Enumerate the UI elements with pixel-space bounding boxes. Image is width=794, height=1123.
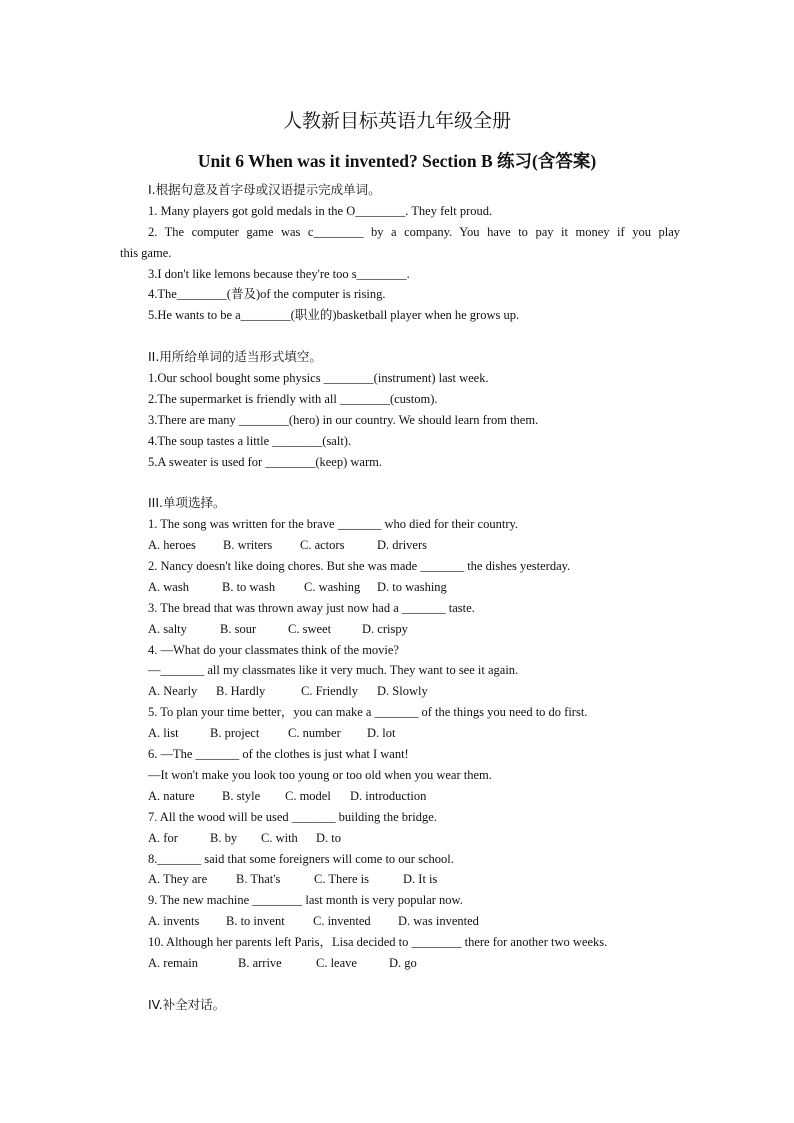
option-a: A. Nearly [148, 684, 198, 699]
document-subtitle: Unit 6 When was it invented? Section B 练习(含答案) [197, 151, 597, 171]
s3-options-5 [120, 723, 680, 744]
option-a: A. list [148, 726, 179, 741]
option-a: A. They are [148, 872, 208, 887]
option-a: A. for [148, 830, 178, 845]
option-a: A. nature [148, 788, 195, 803]
option-d: D. to [316, 830, 341, 845]
s3-question-4-reply: —_______ all my classmates like it very much. They want to see it again. [148, 663, 519, 678]
s3-question-6-reply: —It won't make you look too young or too old when you wear them. [148, 767, 492, 782]
section-2-heading: II.用所给单词的适当形式填空。 [148, 349, 322, 365]
s3-options-1 [120, 535, 680, 556]
option-c: C. invented [313, 914, 371, 929]
option-a: A. wash [148, 579, 189, 594]
s3-question-8: 8._______ said that some foreigners will come to our school. [148, 851, 454, 866]
option-d: D. It is [403, 872, 438, 887]
option-b: B. writers [223, 538, 273, 553]
s3-options-3 [120, 619, 680, 640]
option-d: D. to washing [377, 579, 447, 594]
option-c: C. There is [314, 872, 369, 887]
spacer [120, 326, 680, 347]
section-1-heading: I.根据句意及首字母或汉语提示完成单词。 [148, 182, 381, 197]
s2-question-2: 2.The supermarket is friendly with all ________(custom). [148, 391, 438, 406]
s3-question-7: 7. All the wood will be used _______ building the bridge. [148, 809, 437, 824]
option-b: B. by [210, 830, 238, 845]
option-d: D. lot [367, 726, 396, 741]
document-title: 人教新目标英语九年级全册 [282, 110, 511, 132]
spacer [120, 974, 680, 995]
option-b: B. style [222, 788, 261, 803]
s2-question-3: 3.There are many ________(hero) in our country. We should learn from them. [148, 412, 539, 427]
option-d: D. was invented [398, 914, 479, 929]
s3-options-10 [120, 953, 680, 974]
s1-question-3: 3.I don't like lemons because they're too s________. [148, 266, 410, 281]
s1-question-1: 1. Many players got gold medals in the O________. They felt proud. [148, 203, 493, 218]
s3-question-1: 1. The song was written for the brave _______ who died for their country. [148, 517, 519, 532]
s3-question-2: 2. Nancy doesn't like doing chores. But she was made _______ the dishes yesterday. [148, 559, 571, 574]
s3-question-4: 4. —What do your classmates think of the movie? [148, 642, 399, 657]
s1-question-4: 4.The________(普及)of the computer is rising. [148, 287, 386, 302]
option-a: A. heroes [148, 538, 196, 553]
s3-options-2 [120, 577, 680, 598]
spacer [120, 472, 680, 493]
option-d: D. go [389, 955, 417, 970]
option-c: C. sweet [288, 621, 332, 636]
option-a: A. invents [148, 914, 200, 929]
option-b: B. project [210, 726, 260, 741]
option-d: D. crispy [362, 621, 408, 636]
option-b: B. arrive [238, 955, 282, 970]
option-d: D. introduction [350, 788, 427, 803]
s3-options-7 [120, 828, 680, 849]
s3-options-6 [120, 786, 680, 807]
option-d: D. Slowly [377, 684, 428, 699]
s2-question-1: 1.Our school bought some physics ________(instrument) last week. [148, 371, 489, 386]
s3-question-10: 10. Although her parents left Paris，Lisa decided to ________ there for another two weeks. [148, 935, 608, 950]
option-b: B. Hardly [216, 684, 266, 699]
option-b: B. That's [236, 872, 281, 887]
s3-question-5: 5. To plan your time better，you can make a _______ of the things you need to do first. [148, 705, 588, 720]
document-body [120, 180, 680, 1016]
option-b: B. to invent [226, 914, 285, 929]
s1-question-5: 5.He wants to be a________(职业的)basketball player when he grows up. [148, 308, 520, 323]
option-a: A. salty [148, 621, 187, 636]
section-4-heading: IV.补全对话。 [148, 996, 226, 1012]
s2-question-5: 5.A sweater is used for ________(keep) warm. [148, 454, 382, 469]
option-c: C. model [285, 788, 331, 803]
option-a: A. remain [148, 955, 198, 970]
s2-question-4: 4.The soup tastes a little ________(salt). [148, 433, 352, 448]
s3-options-8 [120, 869, 680, 890]
option-c: C. with [261, 830, 298, 845]
s3-question-3: 3. The bread that was thrown away just now had a _______ taste. [148, 600, 475, 615]
option-c: C. number [288, 726, 341, 741]
option-c: C. washing [304, 579, 361, 594]
option-d: D. drivers [377, 538, 427, 553]
option-c: C. Friendly [301, 684, 358, 699]
option-b: B. to wash [222, 579, 276, 594]
option-c: C. actors [300, 538, 345, 553]
option-b: B. sour [220, 621, 257, 636]
s3-question-9: 9. The new machine ________ last month is very popular now. [148, 893, 463, 908]
s1-question-2-cont: this game. [120, 245, 172, 260]
option-c: C. leave [316, 955, 357, 970]
s3-options-4 [120, 681, 680, 702]
section-3-heading: III.单项选择。 [148, 495, 226, 511]
s3-options-9 [120, 911, 680, 932]
s1-question-2: 2. The computer game was c________ by a company. You have to pay it money if you play [148, 224, 680, 239]
s3-question-6: 6. —The _______ of the clothes is just what I want! [148, 747, 409, 762]
